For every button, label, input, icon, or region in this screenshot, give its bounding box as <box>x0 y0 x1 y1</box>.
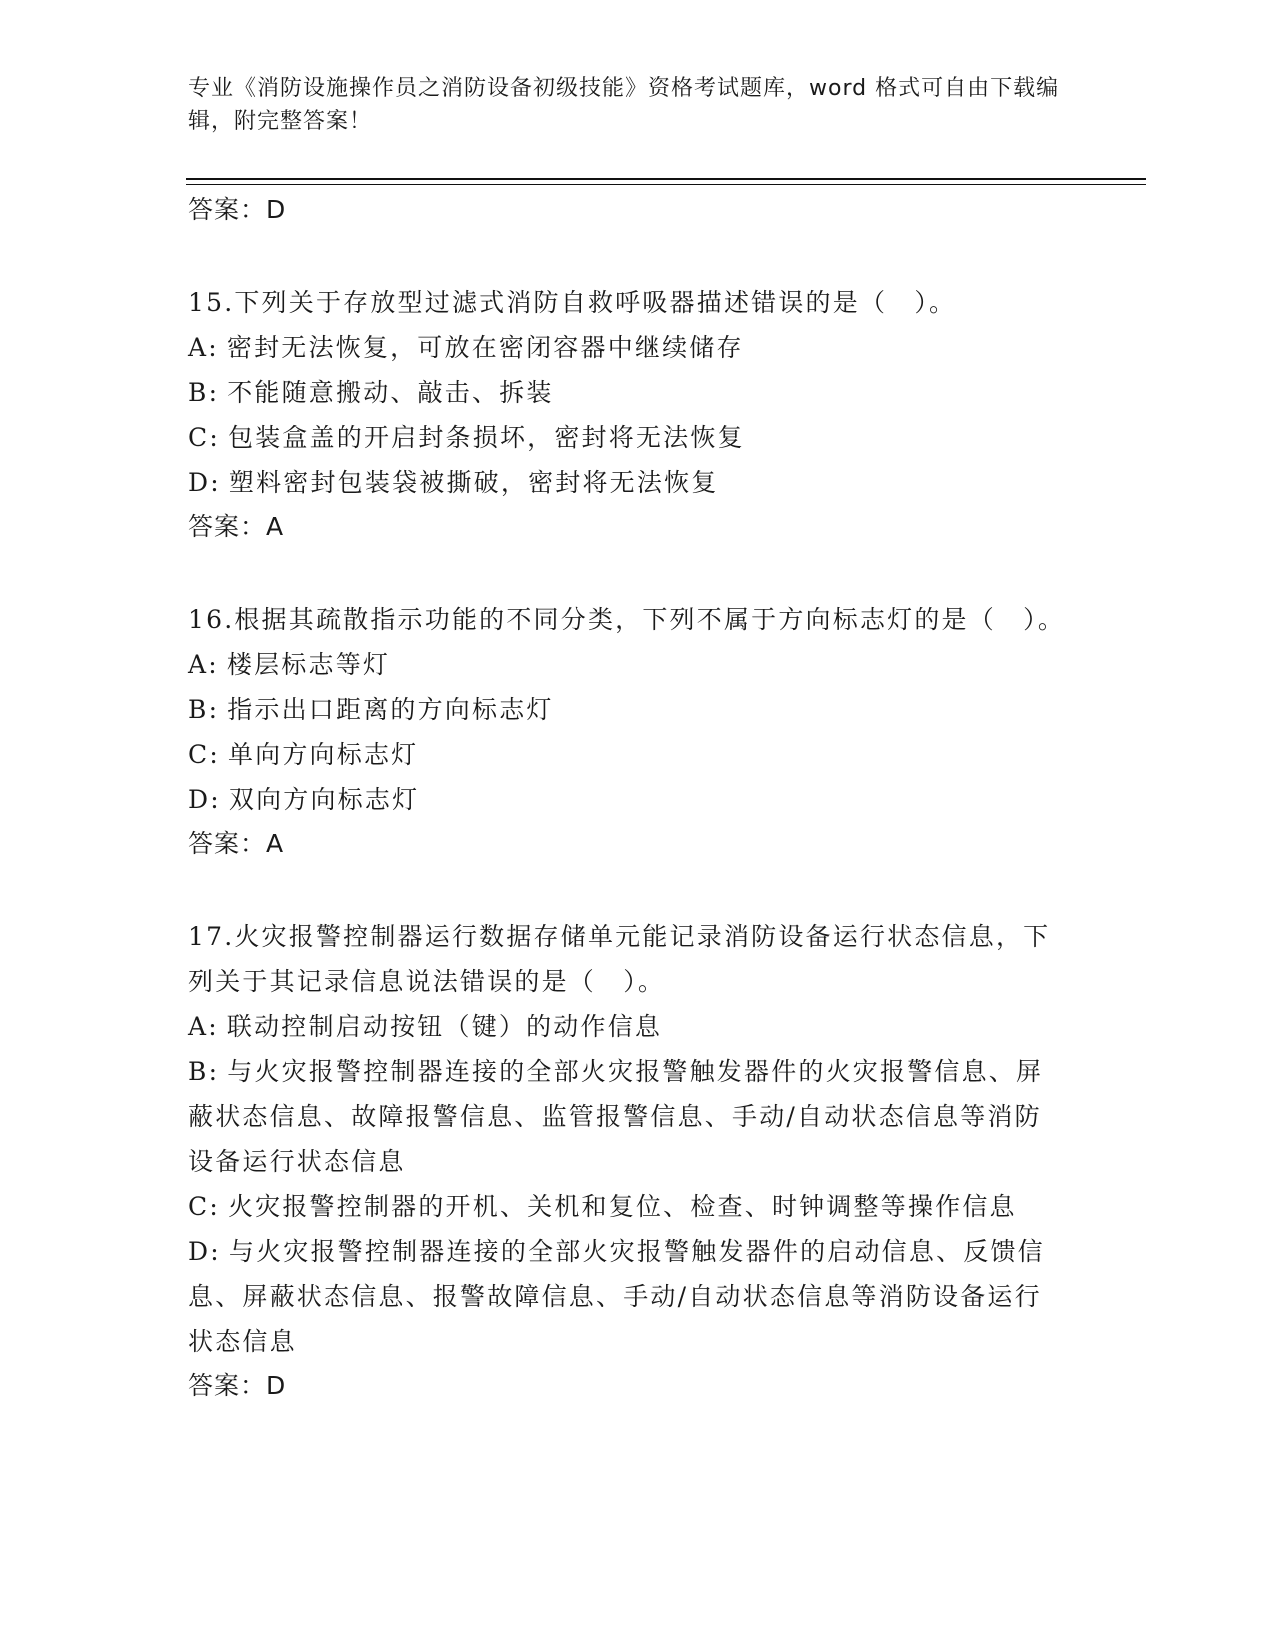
answer-line: 答案：D <box>188 1371 287 1400</box>
document-header: 专业《消防设施操作员之消防设备初级技能》资格考试题库，word 格式可自由下载编辑，附完整答案！ <box>188 76 1060 134</box>
header-rule-thick <box>186 178 1146 180</box>
question-block <box>188 914 1068 1408</box>
option-b: B: 不能随意搬动、敲击、拆装 <box>188 378 554 407</box>
option-c: C: 单向方向标志灯 <box>188 740 419 769</box>
option-c: C: 包装盒盖的开启封条损坏，密封将无法恢复 <box>188 423 745 452</box>
question-block <box>188 280 1068 549</box>
option-b: B: 与火灾报警控制器连接的全部火灾报警触发器件的火灾报警信息、屏蔽状态信息、故障报警信息、监管报警信息、手动/自动状态信息等消防设备运行状态信息 <box>188 1057 1044 1176</box>
question-block <box>188 597 1068 866</box>
option-d: D: 塑料密封包装袋被撕破，密封将无法恢复 <box>188 468 719 497</box>
option-a: A: 楼层标志等灯 <box>188 650 391 679</box>
question-stem: 15.下列关于存放型过滤式消防自救呼吸器描述错误的是（ ）。 <box>188 288 957 317</box>
option-d: D: 与火灾报警控制器连接的全部火灾报警触发器件的启动信息、反馈信息、屏蔽状态信息、报警故障信息、手动/自动状态信息等消防设备运行状态信息 <box>188 1237 1045 1356</box>
answer-line: 答案：A <box>188 512 285 541</box>
option-c: C: 火灾报警控制器的开机、关机和复位、检查、时钟调整等操作信息 <box>188 1192 1017 1221</box>
answer-line: 答案：A <box>188 829 285 858</box>
option-d: D: 双向方向标志灯 <box>188 785 420 814</box>
question-list <box>188 188 1068 1408</box>
option-b: B: 指示出口距离的方向标志灯 <box>188 695 554 724</box>
question-stem: 16.根据其疏散指示功能的不同分类，下列不属于方向标志灯的是（ ）。 <box>188 605 1066 634</box>
option-a: A: 联动控制启动按钮（键）的动作信息 <box>188 1012 663 1041</box>
answer-line: 答案：D <box>188 195 287 224</box>
option-a: A: 密封无法恢复，可放在密闭容器中继续储存 <box>188 333 744 362</box>
question-stem: 17.火灾报警控制器运行数据存储单元能记录消防设备运行状态信息，下列关于其记录信息说法错误的是（ ）。 <box>188 922 1051 996</box>
header-rule-thin <box>186 184 1146 185</box>
